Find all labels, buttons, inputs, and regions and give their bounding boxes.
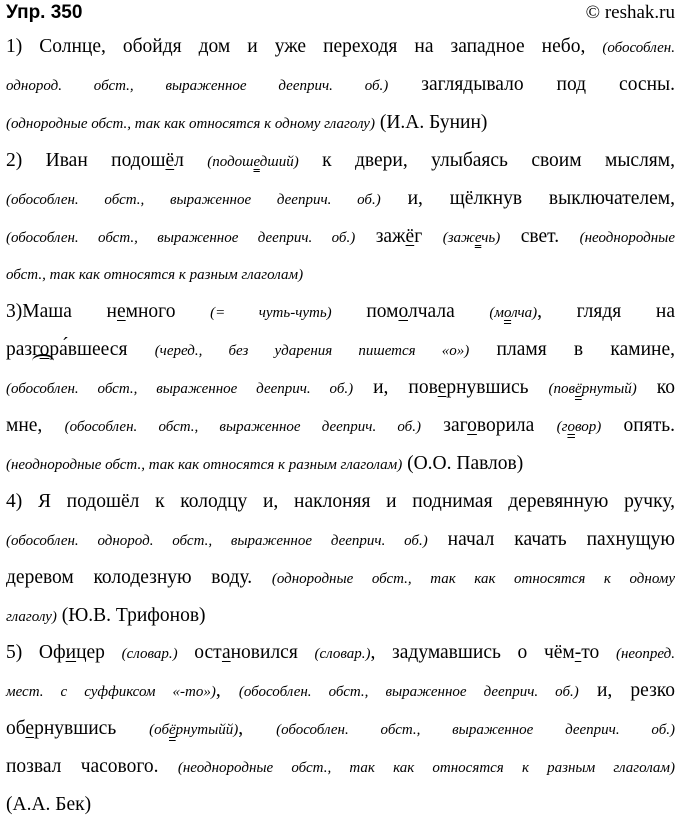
annotation-text: (словар.) [314,646,371,663]
sentence-text: (Ю.В. Трифонов) [56,604,206,626]
annotation-text: (= чуть-чуть) [210,305,332,322]
sentence-text: и, щёлкнув выключателем, [380,187,675,209]
annotation-text: (неоднородные обст., так как относятся к разным глаголам) [177,760,675,777]
sentence-text: 1) Солнце, обойдя дом и уже переходя на западное небо, [6,36,603,57]
underlined-letter: - [574,642,582,664]
sentence-text: (О.О. Павлов) [402,452,524,474]
sentence-text: (И.А. Бунин) [374,111,488,133]
annotation-text: лча) [511,305,538,322]
sentence-text: много [125,301,211,323]
sentence-text: ост [177,642,222,664]
annotation-text: (неопред. [615,646,675,663]
sentence-text: , [215,680,239,702]
annotation-text: (г [556,419,568,435]
annotation-text: (м [489,305,504,322]
sentence-text: и, пов [353,377,438,399]
sentence-text: позвал часового. [6,756,178,778]
root-arc-mark [32,354,54,368]
sentence-text: ворила [476,415,557,436]
underlined-letter: е [437,377,447,399]
annotation-text: (обособлен. [602,40,675,56]
text-line [6,30,675,64]
exercise-title: Упр. 350 [6,2,83,23]
text-line [6,674,675,708]
text-line [6,712,675,746]
sentence-text: г [414,225,443,247]
sentence-text: цер [76,642,122,664]
text-line [6,295,675,329]
sentence-text: заглядывало под сосны. [388,73,675,95]
sentence-text: новился [230,642,315,664]
annotation-text: (обособлен. обст., выраженное дееприч. об.) [6,229,356,246]
sentence-text: л [174,149,208,171]
text-line [6,485,675,519]
sentence-text: , глядя на [537,301,675,323]
text-line [6,523,675,557]
text-line [6,106,675,140]
annotation-text: (неоднородные [579,229,675,246]
underlined-letter: о [467,415,477,436]
text-line [6,409,675,443]
annotation-text: (однородные обст., так как относятся к одному [271,570,675,587]
text-line [6,220,675,254]
annotation-text: (об [149,722,169,739]
text-line [6,636,675,670]
sentence-text: рнувшись [34,718,150,740]
text-line [6,68,675,102]
annotation-text: о [567,419,575,435]
underlined-letter: о [39,339,50,361]
text-line [6,144,675,178]
underlined-letter: е [25,718,35,740]
sentence-text: об [6,718,26,740]
annotation-text: (черед., без ударения пишется «о») [154,343,470,360]
underlined-letter: и [65,642,77,664]
underlined-letter: а [221,642,231,664]
annotation-text: е [253,153,260,170]
underlined-letter: о [398,301,408,323]
annotation-text: вор) [574,419,602,435]
annotation-text: чь) [481,229,501,246]
sentence-text: заж [355,225,406,247]
text-line [6,750,675,784]
annotation-text: ё [575,381,582,398]
annotation-text: о [503,305,512,322]
text-line [6,788,675,822]
text-line [6,333,675,367]
annotation-text: (неоднородные обст., так как относятся к разным глаголам) [6,456,403,473]
annotation-text: (однородные обст., так как относятся к одному глаголу) [6,115,375,132]
annotation-text: обст., так как относятся к разным глаголам) [6,267,304,284]
sentence-text: 2) Иван подош [6,149,166,171]
sentence-text: то [581,642,616,664]
annotation-text: (обособлен. обст., выраженное дееприч. об.) [276,722,675,739]
annotation-text: (подош [207,153,254,170]
sentence-text: к двери, улыбаясь своим мыслям, [298,149,675,171]
annotation-text: дший) [259,153,299,170]
sentence-text: лчала [407,301,490,323]
text-line [6,447,675,481]
site-credit: © reshak.ru [585,2,675,23]
annotation-text: рнутый) [581,381,637,398]
annotation-text: (заж [442,229,475,246]
underlined-letter: е [117,301,126,323]
underlined-letter: ё [405,225,415,247]
underlined-letter: ё [165,149,175,171]
sentence-text: пом [331,301,399,323]
sentence-text: , [238,718,277,740]
annotation-text: однород. обст., выраженное дееприч. об.) [6,77,389,94]
sentence-text: заг [420,415,468,436]
annotation-text: (обособлен. обст., выраженное дееприч. об.) [64,419,421,435]
sentence-text: 5) Оф [6,642,66,664]
sentence-text: ко [636,377,675,399]
sentence-text: разг [6,339,40,361]
annotation-text: ё [169,722,176,739]
annotation-text: глаголу) [6,608,57,625]
sentence-text: начал качать пахнущую [427,528,675,550]
sentence-text: 3)Маша н [6,301,117,323]
text-line [6,182,675,216]
sentence-text: (А.А. Бек) [6,794,92,815]
sentence-text: 4) Я подошёл к колодцу и, наклоняя и поднимая деревянную ручку, [6,490,675,512]
text-line [6,371,675,405]
text-line [6,599,675,633]
sentence-text: мне, [6,415,65,436]
sentence-text: ра́вшееся [49,339,155,361]
sentence-text: деревом колодезную воду. [6,566,272,588]
text-line [6,561,675,595]
annotation-text: е [474,229,482,246]
text-line [6,257,675,291]
sentence-text: , задумавшись о чём [370,642,575,664]
sentence-text: и, резко [578,680,675,702]
annotation-text: мест. с суффиксом «-то») [6,684,216,701]
sentence-text: рнувшись [446,377,549,399]
sentence-text: опять. [601,415,675,436]
annotation-text: (обособлен. обст., выраженное дееприч. об.) [238,684,579,701]
annotation-text: (словар.) [121,646,178,663]
sentence-text: пламя в камине, [469,339,675,361]
annotation-text: рнутыйй) [175,722,239,739]
annotation-text: (обособлен. обст., выраженное дееприч. об.) [6,381,354,398]
annotation-text: (обособлен. обст., выраженное дееприч. об.) [6,191,381,208]
annotation-text: (обособлен. однород. обст., выраженное дееприч. об.) [6,532,428,549]
sentence-text: свет. [500,225,580,247]
annotation-text: (пов [548,381,576,398]
